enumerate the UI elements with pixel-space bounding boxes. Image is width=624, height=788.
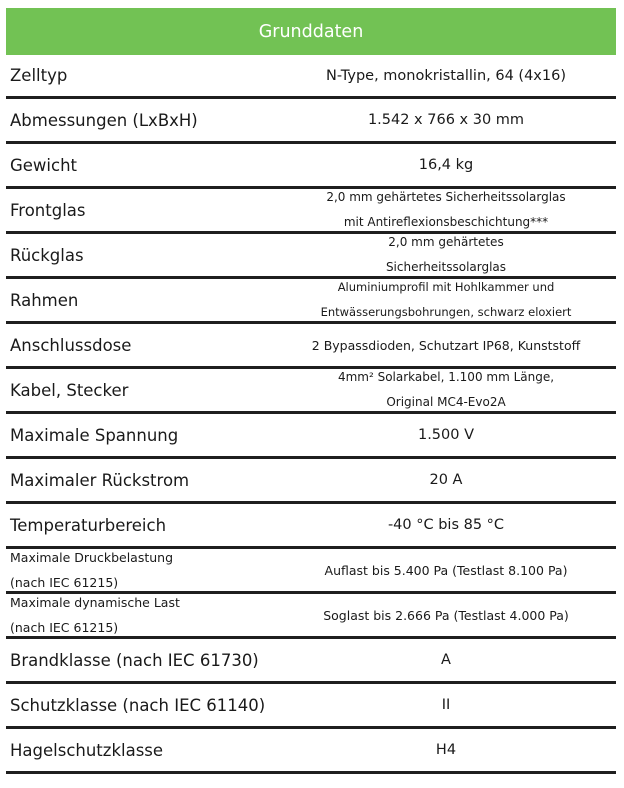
table-row-max-pressure-load	[6, 549, 616, 594]
row-label: Rückglas	[10, 245, 84, 265]
table-row-junction-box	[6, 324, 616, 369]
row-value: 16,4 kg	[418, 157, 474, 173]
row-value: H4	[435, 742, 457, 758]
row-value: II	[441, 697, 451, 713]
row-value: 2,0 mm gehärtetes Sicherheitssolarglas	[385, 235, 507, 274]
row-label: Maximale Spannung	[10, 425, 179, 445]
row-label: Schutzklasse (nach IEC 61140)	[10, 695, 266, 715]
row-label: Brandklasse (nach IEC 61730)	[10, 650, 259, 670]
row-value: 2,0 mm gehärtetes Sicherheitssolarglas mit Antireflexionsbeschichtung***	[326, 190, 566, 229]
row-label: Abmessungen (LxBxH)	[10, 110, 198, 130]
table-row-cell-type	[6, 55, 616, 99]
row-label: Kabel, Stecker	[10, 380, 129, 400]
row-label: Zelltyp	[10, 66, 68, 85]
row-label: Maximaler Rückstrom	[10, 470, 190, 490]
row-value: Auflast bis 5.400 Pa (Testlast 8.100 Pa)	[324, 562, 568, 578]
table-row-max-reverse-current	[6, 459, 616, 504]
row-value: 2 Bypassdioden, Schutzart IP68, Kunststoff	[311, 337, 581, 353]
row-value: Aluminiumprofil mit Hohlkammer und Entwässerungsbohrungen, schwarz eloxiert	[320, 280, 572, 319]
table-row-back-glass	[6, 234, 616, 279]
table-header: Grunddaten	[6, 8, 616, 55]
row-label: Anschlussdose	[10, 335, 132, 355]
row-value: 1.500 V	[417, 427, 475, 443]
row-label: Frontglas	[10, 200, 86, 220]
table-row-protection-class	[6, 684, 616, 729]
table-row-front-glass	[6, 189, 616, 234]
row-label: Hagelschutzklasse	[10, 740, 164, 760]
table-row-frame	[6, 279, 616, 324]
table-row-temperature-range	[6, 504, 616, 549]
row-label: Gewicht	[10, 155, 78, 175]
table-row-weight	[6, 144, 616, 189]
table-row-max-dynamic-load	[6, 594, 616, 639]
row-label: Maximale dynamische Last (nach IEC 61215)	[10, 595, 180, 635]
table-row-max-voltage	[6, 414, 616, 459]
specs-table	[6, 8, 616, 774]
row-value: 1.542 x 766 x 30 mm	[367, 112, 525, 128]
row-label: Temperaturbereich	[10, 515, 167, 535]
row-value: N-Type, monokristallin, 64 (4x16)	[326, 67, 566, 84]
row-value: -40 °C bis 85 °C	[387, 517, 505, 533]
row-label: Maximale Druckbelastung (nach IEC 61215)	[10, 550, 174, 590]
table-row-dimensions	[6, 99, 616, 144]
table-row-fire-class	[6, 639, 616, 684]
row-value: 20 A	[429, 472, 463, 488]
row-value: 4mm² Solarkabel, 1.100 mm Länge, Original MC4-Evo2A	[337, 370, 555, 409]
table-row-hail-class	[6, 729, 616, 774]
table-row-cable-connector	[6, 369, 616, 414]
row-label: Rahmen	[10, 290, 79, 310]
row-value: A	[441, 652, 451, 668]
row-value: Soglast bis 2.666 Pa (Testlast 4.000 Pa)	[323, 607, 569, 623]
